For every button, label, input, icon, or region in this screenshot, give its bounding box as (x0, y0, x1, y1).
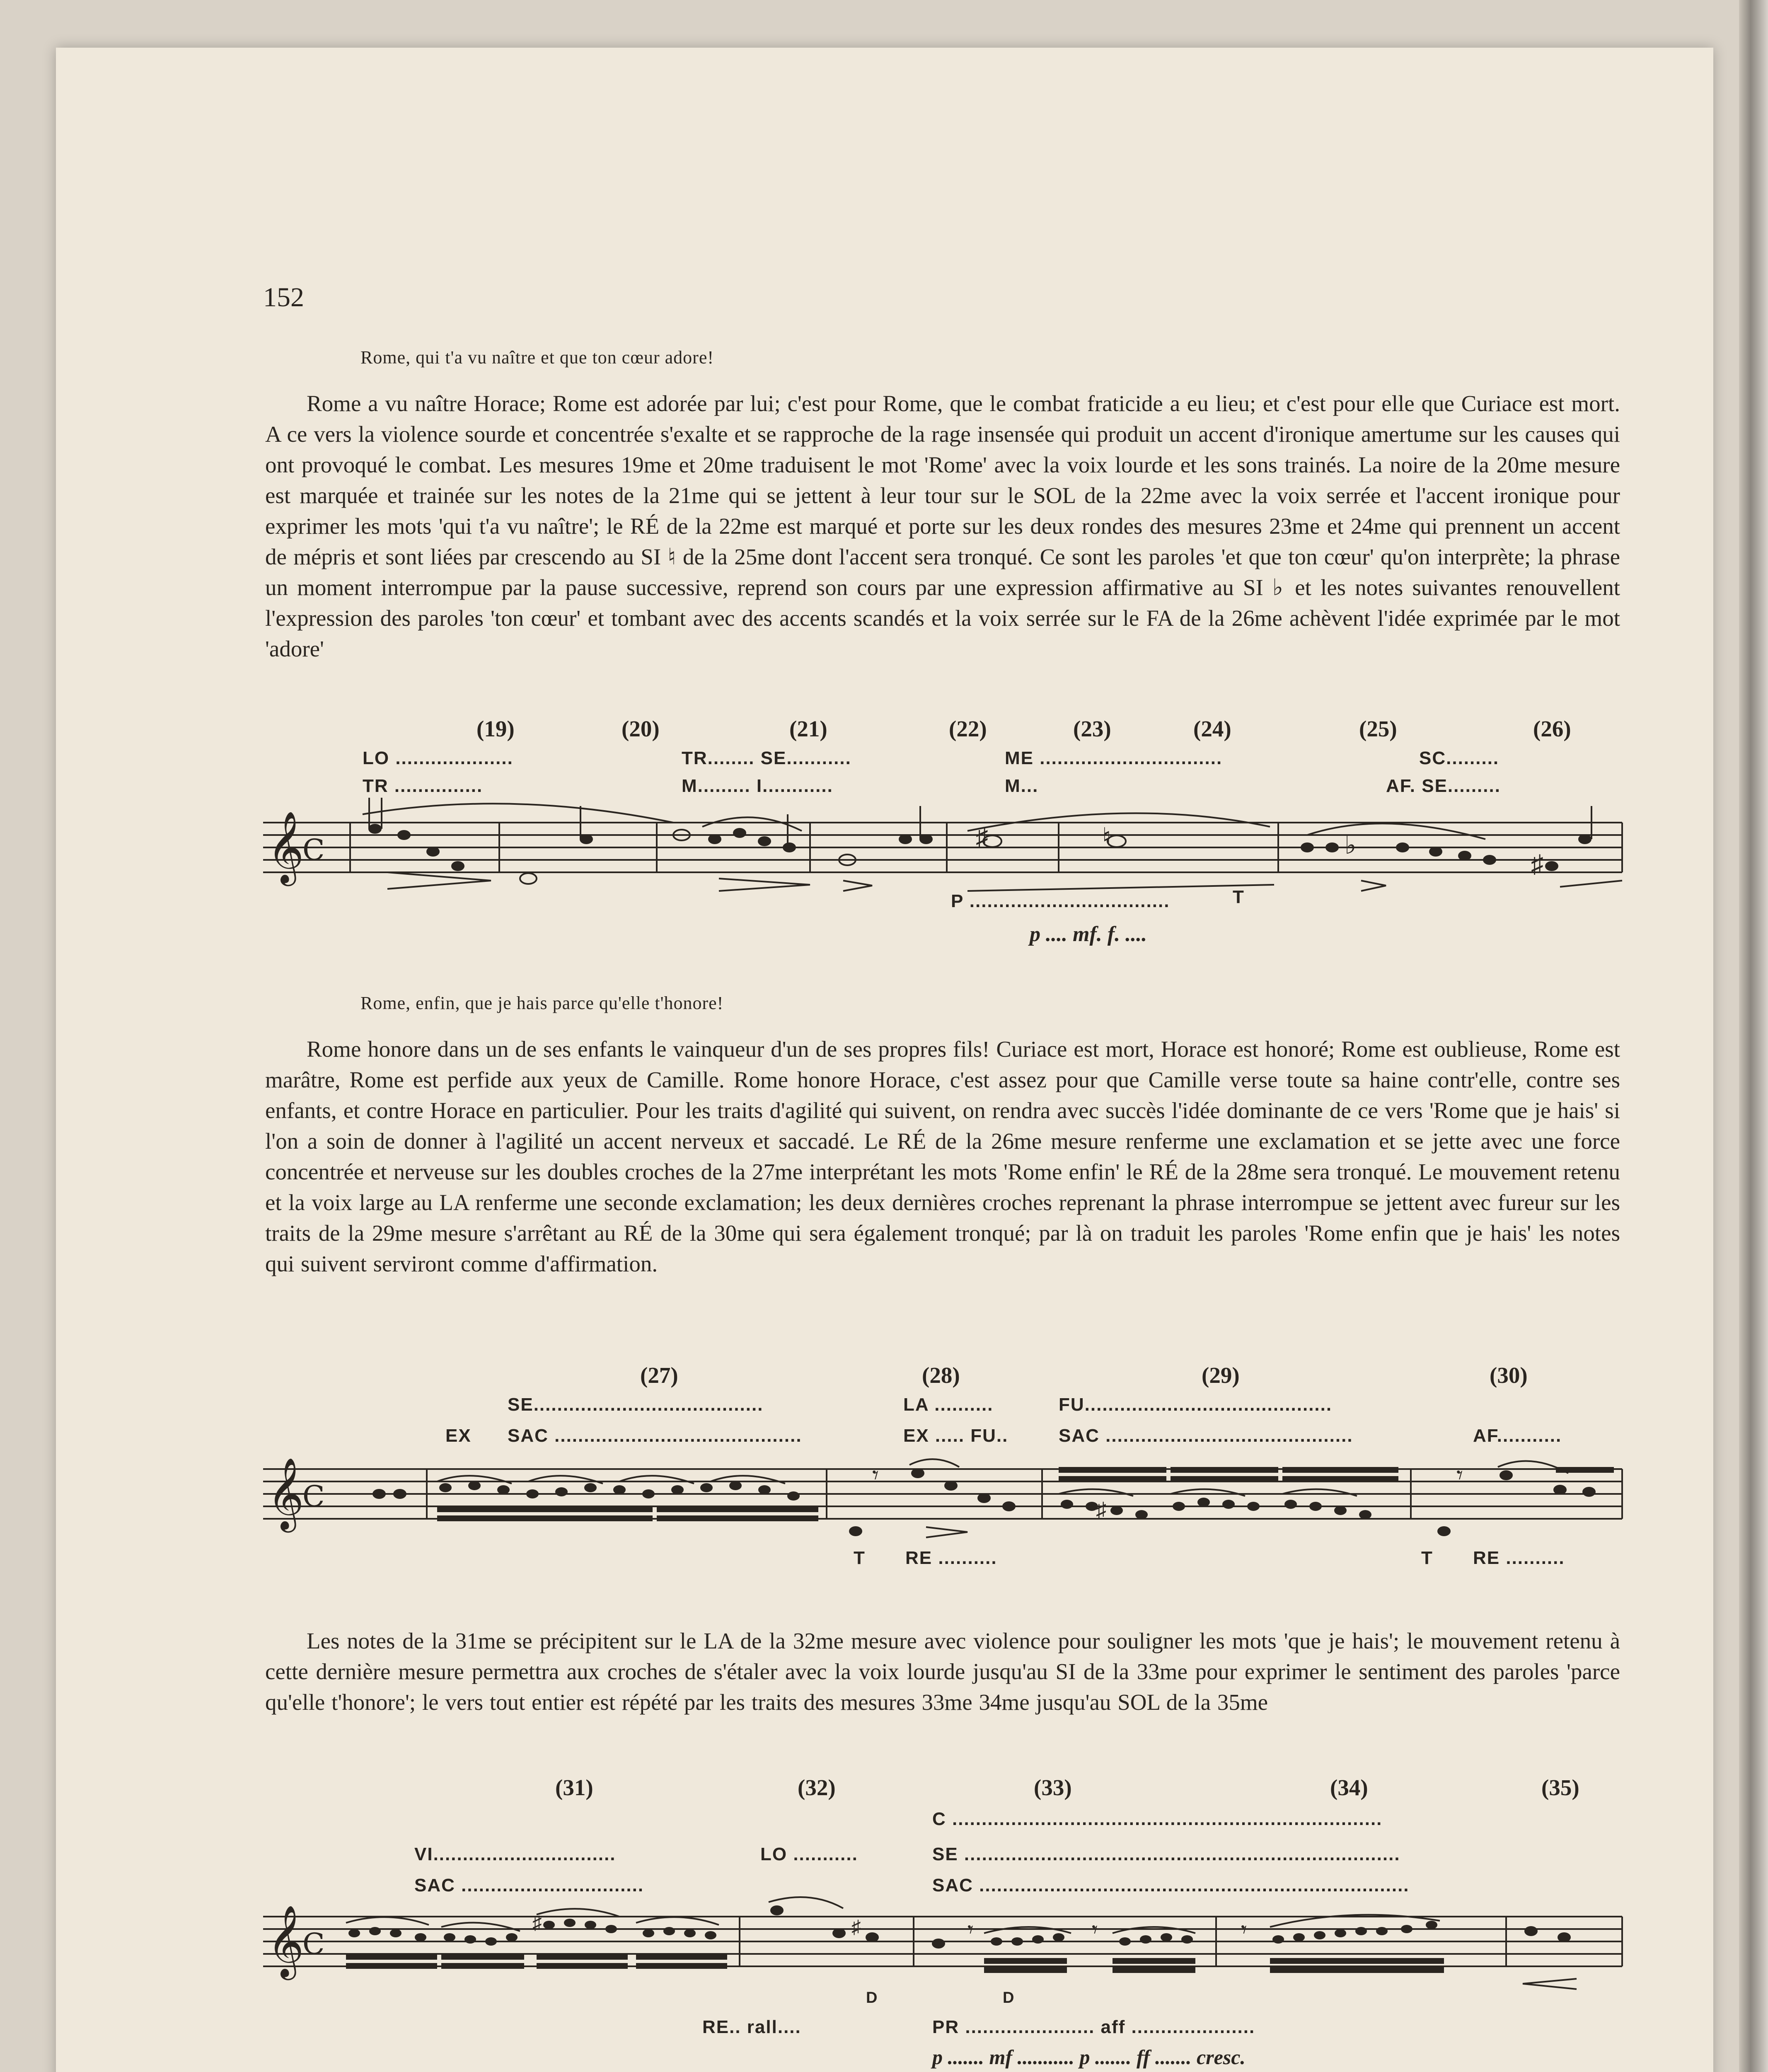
syllable-label: M... (1005, 776, 1039, 796)
svg-text:𝄾: 𝄾 (872, 1462, 879, 1489)
svg-text:𝄾: 𝄾 (1092, 1917, 1098, 1942)
articulation-mark: D (866, 1989, 878, 2007)
syllable-label: FU.......................................... (1059, 1394, 1333, 1415)
measure-number: (24) (1193, 716, 1231, 741)
measure-number: (26) (1533, 716, 1571, 741)
svg-text:C: C (302, 1927, 325, 1961)
measure-number: (29) (1202, 1363, 1240, 1388)
syllable-label: AF........... (1473, 1426, 1562, 1446)
syllable-label: AF. SE......... (1386, 776, 1501, 796)
measure-number: (23) (1073, 716, 1111, 741)
syllable-label: SAC ......................................................................... (932, 1875, 1410, 1895)
measure-number: (27) (640, 1363, 678, 1388)
score-page (56, 48, 1713, 2072)
measure-number: (32) (798, 1775, 836, 1800)
svg-text:C: C (302, 833, 325, 867)
measure-number: (25) (1359, 716, 1397, 741)
syllable-label: C ......................................................................... (932, 1809, 1383, 1829)
tenuto-mark: T (854, 1548, 866, 1568)
svg-text:♯: ♯ (976, 823, 988, 851)
syllable-label: PR ...................... aff ..................... (932, 2017, 1255, 2037)
syllable-label: M......... I............ (682, 776, 833, 796)
svg-text:𝄾: 𝄾 (967, 1917, 974, 1942)
tenuto-mark: T (1233, 887, 1245, 907)
svg-text:♯: ♯ (1096, 1498, 1106, 1521)
section2-paragraph: Rome honore dans un de ses enfants le vainqueur d'un de ses propres fils! Curiace est mort, Horace est honoré; Rome est oublieuse, Rome est marâtre, Rome est perfide aux yeux de Camille. Rome honore Horace, c'est assez pour que Camille verse toute sa haine contr'elle, contre ses enfants, et contre Horace en particulier. Pour les traits d'agilité qui suivent, on rendra avec succès l'idée dominante de ce vers 'Rome que je hais' si l'on a soin de donner à l'agilité un accent nerveux et saccadé. Le RÉ de la 26me mesure renferme une exclamation et se jette avec une force concentrée et nerveuse sur les doubles croches de la 27me interprétant les mots 'Rome enfin' le RÉ de la 28me sera tronqué. Le mouvement retenu et la voix large au LA renferme une seconde exclamation; les deux dernières croches reprenant la phrase interrompue se jettent avec fureur sur les traits de la 29me mesure s'arrêtant au RÉ de la 30me qui sera également tronqué; par là on traduit les paroles 'Rome enfin que je hais' les notes qui suivent serviront comme d'affirmation. (265, 1036, 1620, 1276)
music-staff-3 (263, 1892, 1630, 2016)
syllable-label: SE .......................................................................... (932, 1844, 1400, 1864)
svg-text:𝄞: 𝄞 (267, 811, 304, 883)
measure-number: (20) (622, 716, 660, 741)
section1-caption: Rome, qui t'a vu naître et que ton cœur adore! (360, 347, 714, 368)
rallentando-marking: RE.. rall.... (702, 2017, 801, 2037)
book-binding-edge (1739, 0, 1768, 2072)
dynamics-marking: p ....... mf ........... p ....... ff ....... cresc. (932, 2045, 1246, 2069)
measure-number: (28) (922, 1363, 960, 1388)
syllable-label: SE....................................... (508, 1394, 764, 1415)
syllable-label: TR........ SE........... (682, 748, 851, 768)
svg-text:♯: ♯ (532, 1912, 542, 1933)
svg-text:♯: ♯ (1531, 850, 1543, 878)
dynamics-marking: p .... mf. f. .... (1030, 922, 1147, 946)
syllable-label: SAC ............................... (414, 1875, 644, 1895)
syllable-label: EX (445, 1426, 472, 1446)
page-number: 152 (263, 282, 304, 312)
measure-number: (22) (949, 716, 987, 741)
syllable-label: RE .......... (905, 1548, 997, 1568)
svg-text:𝄾: 𝄾 (1241, 1917, 1247, 1942)
syllable-label: EX ..... FU.. (903, 1426, 1009, 1446)
dynamic-line: P .................................. (951, 891, 1170, 911)
section2-caption: Rome, enfin, que je hais parce qu'elle t'honore! (360, 993, 724, 1013)
svg-text:𝄾: 𝄾 (1456, 1462, 1463, 1489)
svg-text:♭: ♭ (1345, 832, 1357, 859)
syllable-label: LA .......... (903, 1394, 994, 1415)
syllable-label: VI............................... (414, 1844, 616, 1864)
svg-text:𝄞: 𝄞 (267, 1457, 304, 1530)
syllable-label: ME ............................... (1005, 748, 1223, 768)
measure-number: (34) (1330, 1775, 1368, 1800)
measure-number: (30) (1490, 1363, 1528, 1388)
syllable-label: RE .......... (1473, 1548, 1565, 1568)
syllable-label: LO .................... (363, 748, 513, 768)
syllable-label: SAC .......................................... (508, 1426, 802, 1446)
section3-paragraph: Les notes de la 31me se précipitent sur le LA de la 32me mesure avec violence pour souligner les mots 'que je hais'; le mouvement retenu à cette dernière mesure permettra aux croches de s'étaler avec la voix lourde jusqu'au SI de la 33me pour exprimer le sentiment des paroles 'parce qu'elle t'honore'; le vers tout entier est répété par les traits des mesures 33me 34me jusqu'au SOL de la 35me (265, 1628, 1620, 1715)
svg-text:♯: ♯ (851, 1917, 861, 1937)
syllable-label: SC......... (1419, 748, 1500, 768)
measure-number: (35) (1541, 1775, 1579, 1800)
tenuto-mark: T (1421, 1548, 1433, 1568)
svg-text:♮: ♮ (1102, 823, 1111, 851)
measure-number: (21) (789, 716, 827, 741)
measure-number: (19) (476, 716, 515, 741)
music-staff-1 (263, 798, 1630, 939)
measure-number: (33) (1034, 1775, 1072, 1800)
syllable-label: SAC .......................................... (1059, 1426, 1353, 1446)
articulation-mark: D (1003, 1989, 1015, 2007)
section1-paragraph: Rome a vu naître Horace; Rome est adorée par lui; c'est pour Rome, que le combat fraticide a eu lieu; et c'est pour elle que Curiace est mort. A ce vers la violence sourde et concentrée s'exalte et se rapproche de la rage insensée qui produit un accent d'ironique amertume sur les causes qui ont provoqué le combat. Les mesures 19me et 20me traduisent le mot 'Rome' avec la voix lourde et les sons trainés. La noire de la 20me mesure est marquée et trainée sur les notes de la 21me qui se jettent à leur tour sur le SOL de la 22me avec la voix serrée et l'accent ironique pour exprimer les mots 'qui t'a vu naître'; le RÉ de la 22me est marqué et porte sur les deux rondes des mesures 23me et 24me qui prennent un accent de mépris et sont liées par crescendo au SI ♮ de la 25me dont l'accent sera tronqué. Ce sont les paroles 'et que ton cœur' qu'on interprète; la phrase un moment interrompue par la pause successive, reprend son cours par une expression affirmative au SI ♭ et les notes suivantes renouvellent l'expression des paroles 'ton cœur' et tombant avec des accents scandés et la voix serrée sur le FA de la 26me achèvent l'idée exprimée par le mot 'adore' (265, 391, 1620, 661)
svg-text:𝄞: 𝄞 (267, 1905, 304, 1977)
syllable-label: TR ............... (363, 776, 483, 796)
svg-text:C: C (302, 1479, 325, 1513)
measure-number: (31) (555, 1775, 593, 1800)
syllable-label: LO ........... (760, 1844, 858, 1864)
